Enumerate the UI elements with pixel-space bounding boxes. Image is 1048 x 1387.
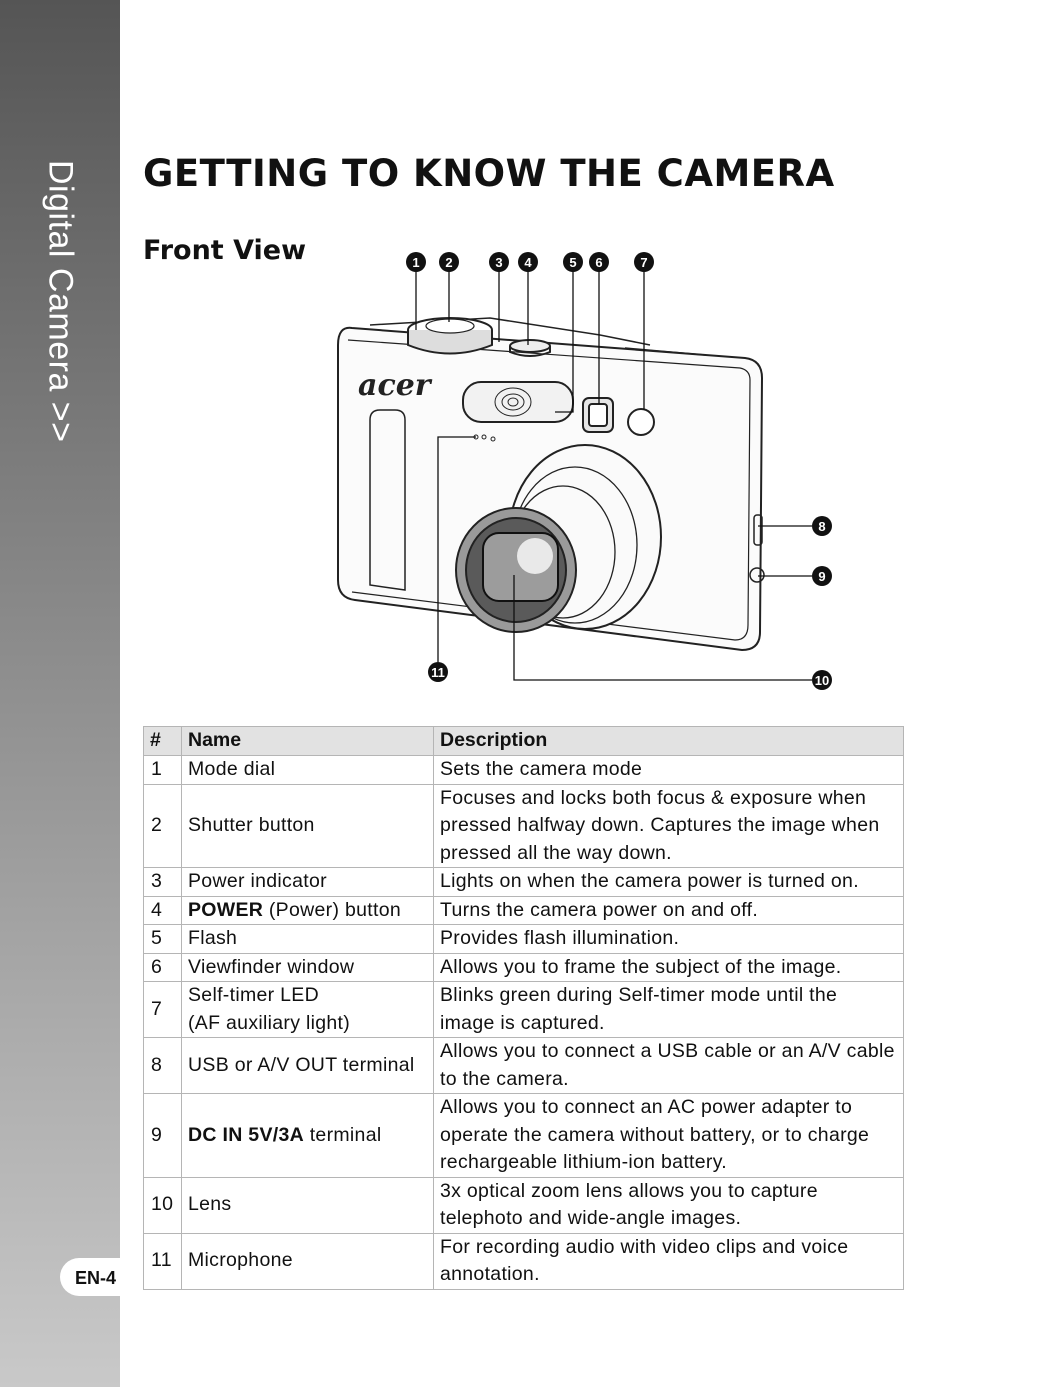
row-description: Allows you to connect an AC power adapter to operate the camera without battery, or to charge rechargeable lithium-ion battery. [434,1094,904,1178]
row-number: 11 [144,1233,182,1289]
table-row [144,925,904,954]
table-row [144,982,904,1038]
callout-8 [812,516,832,536]
row-description: Blinks green during Self-timer mode until the image is captured. [434,982,904,1038]
sidebar-title: Digital Camera >> [41,160,80,443]
callout-3 [489,252,509,272]
row-name: Viewfinder window [182,953,434,982]
row-number: 10 [144,1177,182,1233]
svg-text:11: 11 [431,665,445,680]
table-row [144,784,904,868]
callout-5 [563,252,583,272]
row-description: Sets the camera mode [434,756,904,785]
table-header-row [144,727,904,756]
row-number: 6 [144,953,182,982]
callout-1 [406,252,426,272]
row-name: Mode dial [182,756,434,785]
svg-text:9: 9 [818,569,826,584]
row-name-line1: Self-timer LED [188,984,319,1006]
svg-text:4: 4 [524,255,532,270]
row-description: For recording audio with video clips and voice annotation. [434,1233,904,1289]
svg-text:6: 6 [595,255,603,270]
callout-10 [812,670,832,690]
row-number: 9 [144,1094,182,1178]
row-description: Focuses and locks both focus & exposure when pressed halfway down. Captures the image when pressed all the way down. [434,784,904,868]
row-name: Lens [182,1177,434,1233]
header-number: # [144,727,182,756]
svg-text:10: 10 [814,673,830,688]
row-name-rest: terminal [304,1123,382,1146]
row-name-line2: (AF auxiliary light) [188,1011,351,1034]
row-name: USB or A/V OUT terminal [182,1038,434,1094]
row-name: Microphone [182,1233,434,1289]
row-description: Allows you to frame the subject of the image. [434,953,904,982]
row-name: Power indicator [182,868,434,897]
row-description: Lights on when the camera power is turned on. [434,868,904,897]
row-description: Allows you to connect a USB cable or an A/V cable to the camera. [434,1038,904,1094]
row-description: Turns the camera power on and off. [434,896,904,925]
table-row [144,953,904,982]
row-number: 7 [144,982,182,1038]
page-number: EN-4 [75,1268,117,1288]
row-name: Flash [182,925,434,954]
brand-logo: acer [358,368,431,403]
callout-4 [518,252,538,272]
row-number: 3 [144,868,182,897]
row-name [182,1094,434,1178]
row-name [182,896,434,925]
callout-6 [589,252,609,272]
table-row [144,1177,904,1233]
svg-text:8: 8 [818,519,826,534]
row-name-bold: DC IN 5V/3A [188,1123,304,1146]
svg-text:7: 7 [640,255,648,270]
callout-2 [439,252,459,272]
row-name: Shutter button [182,784,434,868]
row-number: 2 [144,784,182,868]
table-row [144,1038,904,1094]
row-number: 8 [144,1038,182,1094]
table-row [144,1094,904,1178]
header-name: Name [182,727,434,756]
table-row [144,868,904,897]
row-name-bold: POWER [188,898,264,921]
row-description: Provides flash illumination. [434,925,904,954]
callout-11 [428,662,448,682]
row-number: 5 [144,925,182,954]
table-row [144,1233,904,1289]
row-name [182,982,434,1038]
svg-text:3: 3 [495,255,503,270]
row-number: 4 [144,896,182,925]
parts-table [143,726,904,1290]
row-name-rest: (Power) button [263,898,401,921]
row-number: 1 [144,756,182,785]
table-row [144,756,904,785]
page-title: GETTING TO KNOW THE CAMERA [143,152,835,195]
callout-9 [812,566,832,586]
svg-text:1: 1 [412,255,420,270]
section-title: Front View [143,235,307,266]
svg-text:5: 5 [569,255,577,270]
header-description: Description [434,727,904,756]
svg-text:2: 2 [445,255,453,270]
callout-7 [634,252,654,272]
table-row [144,896,904,925]
row-description: 3x optical zoom lens allows you to capture telephoto and wide-angle images. [434,1177,904,1233]
